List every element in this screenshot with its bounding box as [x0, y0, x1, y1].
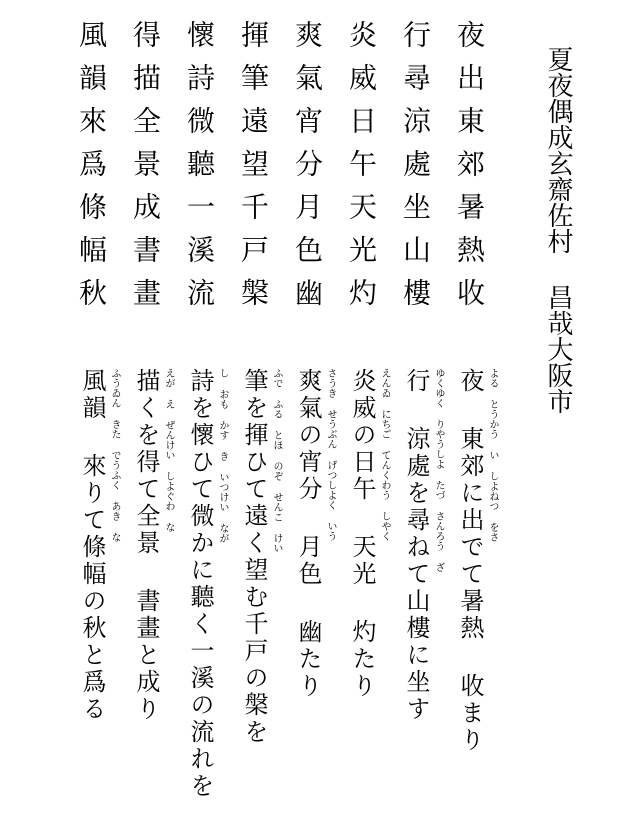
reading-line-7	[134, 368, 158, 723]
poem-line-3: 炎威日午天光灼	[345, 20, 378, 321]
reading-line-6	[188, 368, 212, 800]
poem-line-1: 夜出東郊暑熱收	[453, 20, 486, 321]
poem-line-4: 爽氣宵分月色幽	[291, 20, 324, 321]
furigana-line-3: えんゐ にちご てんくわう しやく	[379, 368, 390, 541]
title-author-column	[522, 46, 594, 414]
reading-text-1: 夜 東郊に出でて暑熱 收まり	[456, 368, 484, 754]
furigana-line-7: えが え ぜんけい しよぐわ な	[163, 368, 174, 532]
reading-line-2	[404, 368, 428, 723]
furigana-line-8: ふうゐん きた でうふく あき な	[109, 368, 120, 542]
reading-text-2: 行 涼處を尋ねて山樓に坐す	[402, 368, 430, 723]
reading-text-8: 風韻 來りて條幅の秋と爲る	[78, 368, 106, 723]
poem-line-6: 懷詩微聽一溪流	[183, 20, 216, 321]
author-name: 佐村 昌哉	[543, 202, 573, 336]
reading-line-3	[350, 368, 374, 700]
reading-text-6: 詩を懷ひて微かに聽く一溪の流れを	[186, 368, 214, 800]
reading-text-4: 爽氣の宵分 月色 幽たり	[294, 368, 322, 700]
reading-text-7: 描くを得て全景 書畫と成り	[132, 368, 160, 723]
poem-line-8: 風韻來爲條幅秋	[75, 20, 108, 321]
reading-line-5	[242, 368, 266, 746]
reading-line-4	[296, 368, 320, 700]
poem-line-5: 揮筆遠望千戸槃	[237, 20, 270, 321]
poem-title: 夏夜偶成	[543, 46, 573, 150]
author-city: 大阪市	[543, 336, 573, 414]
furigana-line-5: ふで ふる とほ のぞ せんこ けい	[271, 368, 282, 553]
reading-line-8	[80, 368, 104, 723]
reading-line-1	[458, 368, 482, 754]
reading-text-3: 炎威の日午 天光 灼たり	[348, 368, 376, 700]
reading-text-5: 筆を揮ひて遠く望む千戸の槃を	[240, 368, 268, 746]
furigana-line-6: し おも かす き いつけい なが	[217, 368, 228, 543]
poem-line-7: 得描全景成書畫	[129, 20, 162, 321]
furigana-line-2: ゆくゆく りやうしよ たづ さんろう ざ	[433, 368, 444, 572]
poem-line-2: 行尋涼處坐山樓	[399, 20, 432, 321]
furigana-line-4: さうき せうぶん げつしよく いう	[325, 368, 336, 541]
author-pen-name: 玄齋	[543, 150, 573, 202]
furigana-line-1: よる とうかう い しよねつ をさ	[487, 368, 498, 542]
